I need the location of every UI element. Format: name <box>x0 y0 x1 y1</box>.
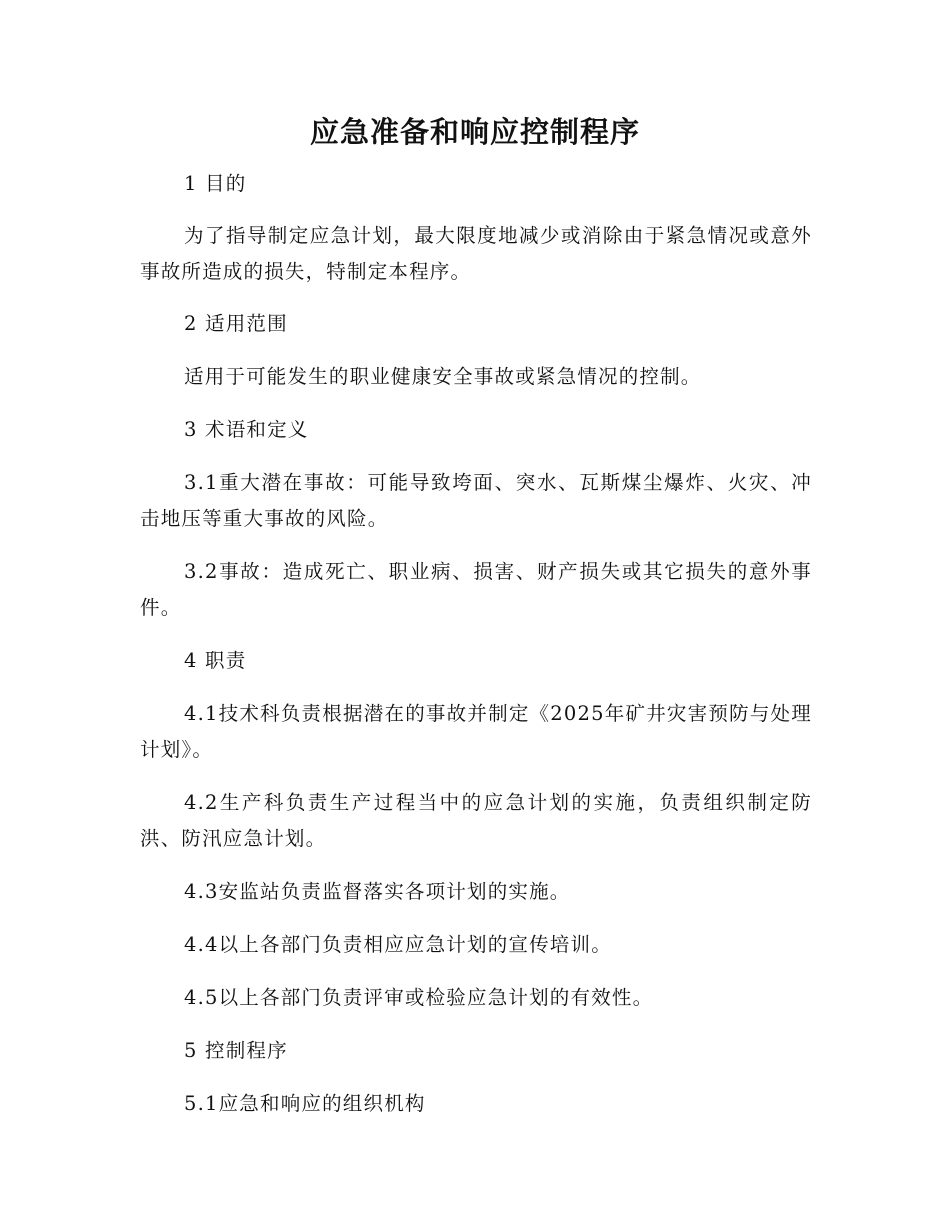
section-heading-terms: 3 术语和定义 <box>184 418 309 441</box>
section-heading-duties: 4 职责 <box>184 649 247 672</box>
document-title: 应急准备和响应控制程序 <box>309 115 640 149</box>
paragraph-term-3-2: 3.2事故：造成死亡、职业病、损害、财产损失或其它损失的意外事件。 <box>140 560 812 619</box>
paragraph-scope: 适用于可能发生的职业健康安全事故或紧急情况的控制。 <box>184 365 702 388</box>
paragraph-duty-4-1: 4.1技术科负责根据潜在的事故并制定《2025年矿井灾害预防与处理计划》。 <box>140 702 812 761</box>
paragraph-control-5-1: 5.1应急和响应的组织机构 <box>184 1092 426 1115</box>
section-heading-scope: 2 适用范围 <box>184 312 288 335</box>
section-heading-control: 5 控制程序 <box>184 1039 288 1062</box>
section-heading-purpose: 1 目的 <box>184 172 247 195</box>
paragraph-purpose: 为了指导制定应急计划，最大限度地减少或消除由于紧急情况或意外事故所造成的损失，特制定本程序。 <box>140 224 812 283</box>
paragraph-duty-4-4: 4.4以上各部门负责相应应急计划的宣传培训。 <box>184 933 612 956</box>
paragraph-duty-4-3: 4.3安监站负责监督落实各项计划的实施。 <box>184 880 571 903</box>
paragraph-term-3-1: 3.1重大潜在事故：可能导致垮面、突水、瓦斯煤尘爆炸、火灾、冲击地压等重大事故的风险。 <box>140 471 812 530</box>
paragraph-duty-4-2: 4.2生产科负责生产过程当中的应急计划的实施，负责组织制定防洪、防汛应急计划。 <box>140 791 812 850</box>
paragraph-duty-4-5: 4.5以上各部门负责评审或检验应急计划的有效性。 <box>184 986 654 1009</box>
